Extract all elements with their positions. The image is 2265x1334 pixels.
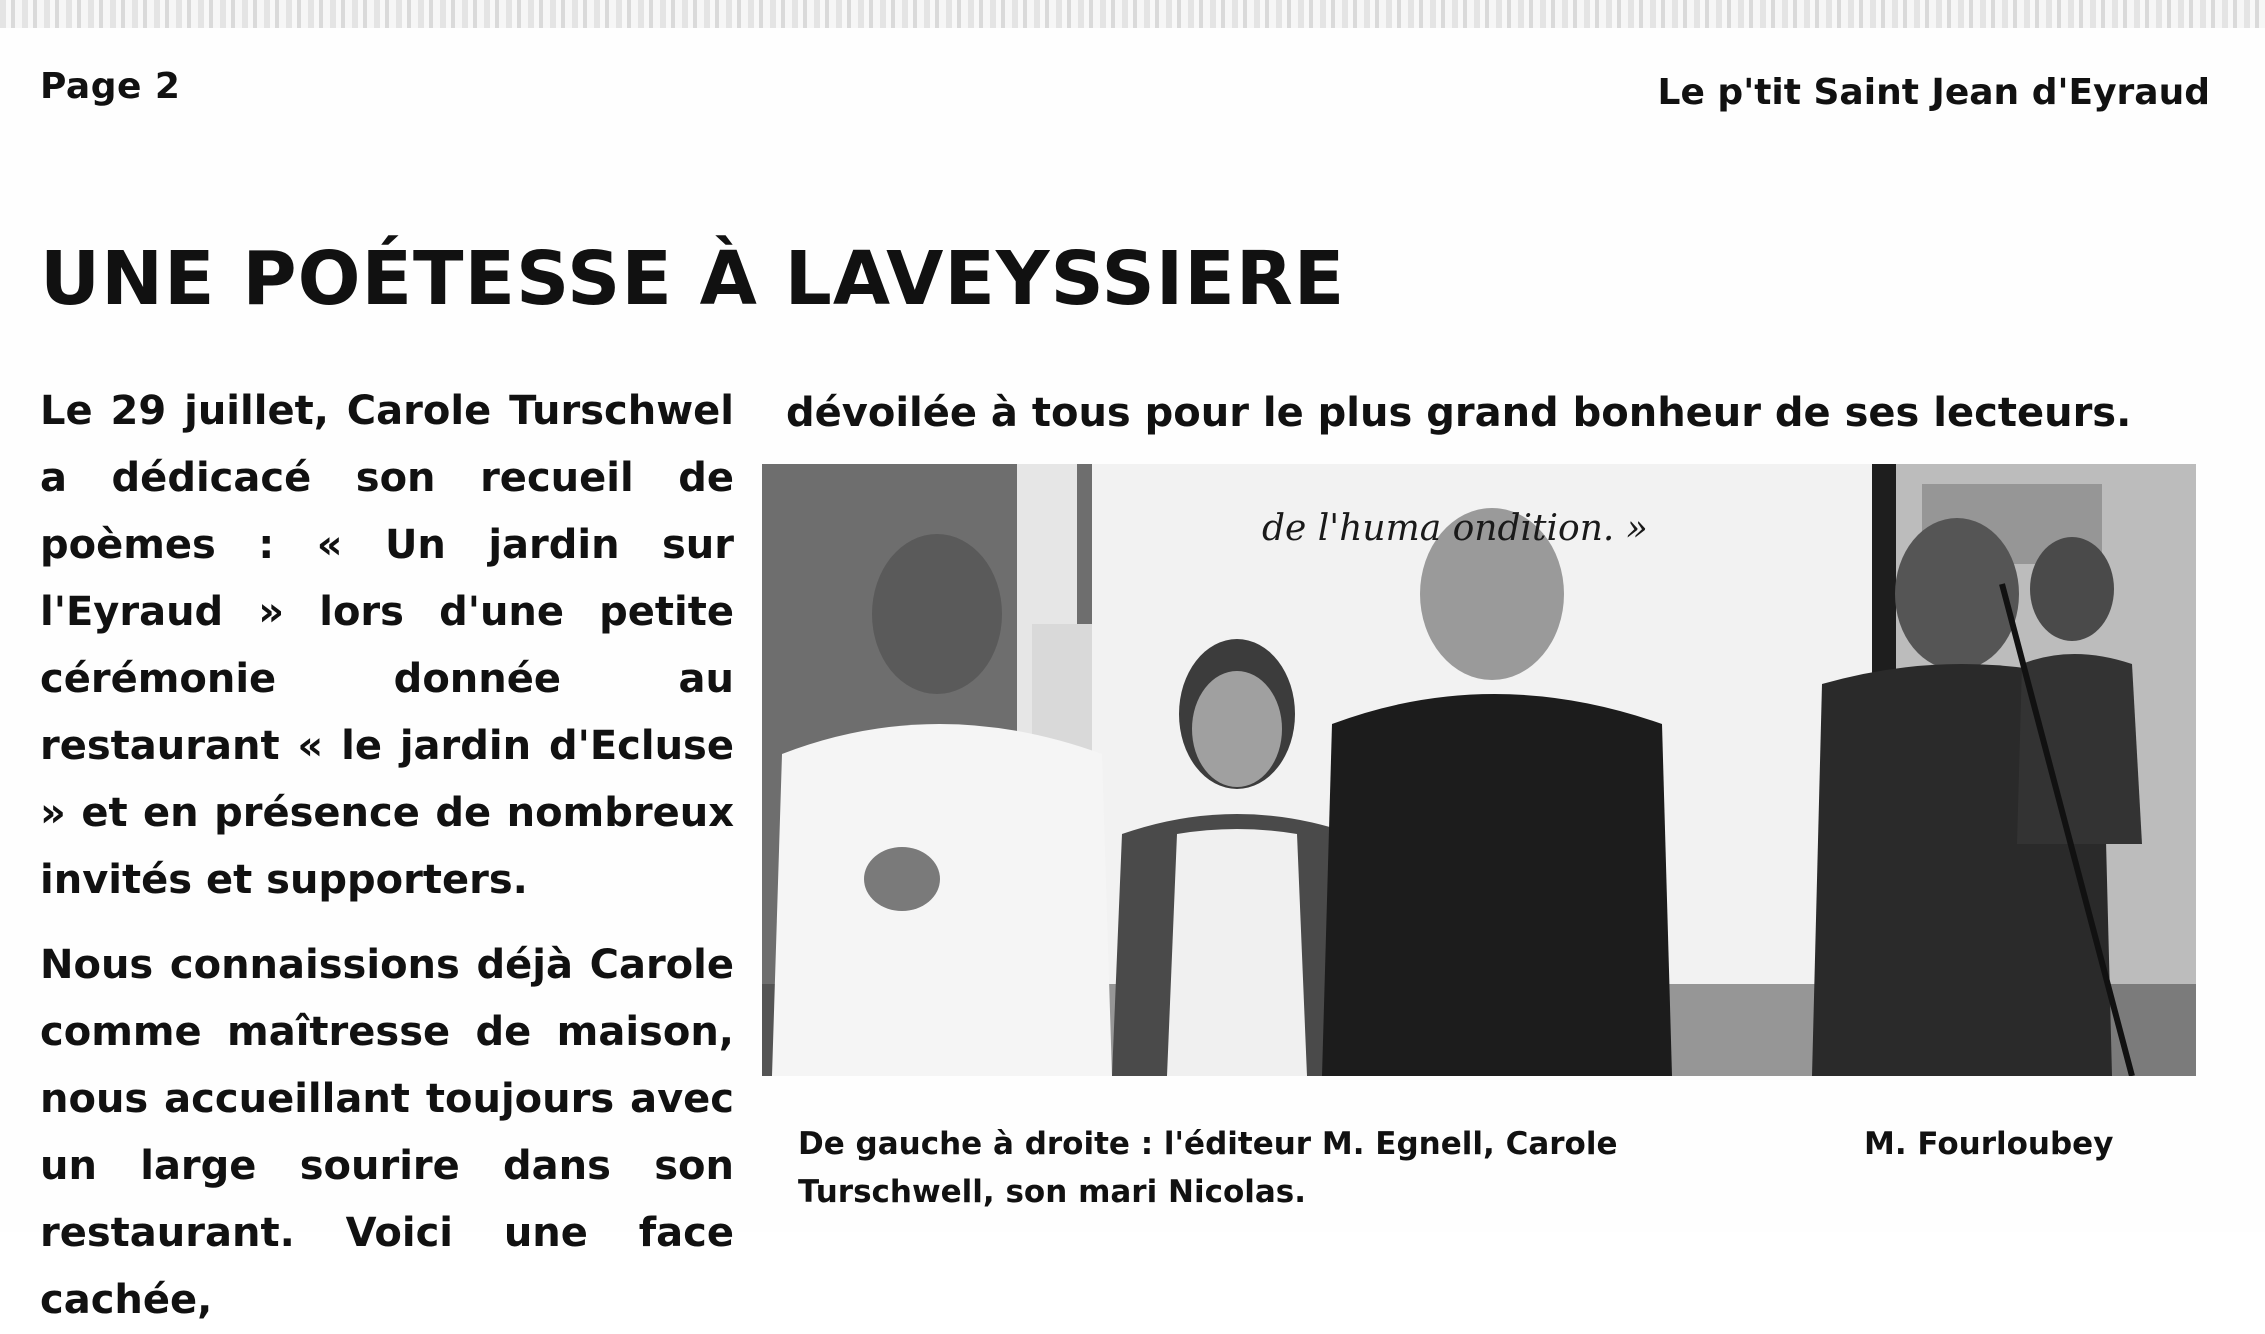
photo-illustration — [762, 464, 2196, 1076]
photo-caption-right: M. Fourloubey — [1864, 1126, 2114, 1162]
event-photo — [762, 464, 2196, 1076]
torn-paper-edge — [0, 0, 2265, 28]
newsletter-title: Le p'tit Saint Jean d'Eyraud — [1657, 72, 2210, 113]
page-number: Page 2 — [40, 66, 181, 107]
article-continued-line: dévoilée à tous pour le plus grand bonheur de ses lecteurs. — [786, 390, 2132, 436]
article-left-column — [40, 378, 734, 1334]
photo-caption: De gauche à droite : l'éditeur M. Egnell, Carole Turschwell, son mari Nicolas. — [798, 1126, 1618, 1210]
handwritten-quote: de l'huma ondition. » — [1262, 508, 1648, 549]
article-paragraph-2: Nous connaissions déjà Carole comme maîtresse de maison, nous accueillant toujours avec un large sourire dans son restaurant. Voici une face cachée, — [40, 942, 734, 1323]
article-paragraph-1: Le 29 juillet, Carole Turschwel a dédicacé son recueil de poèmes : « Un jardin sur l'Eyraud » lors d'une petite cérémonie donnée au restaurant « le jardin d'Ecluse » et en présence de nombreux invités et supporters. — [40, 388, 734, 903]
article-headline: UNE POÉTESSE À LAVEYSSIERE — [40, 236, 1346, 322]
